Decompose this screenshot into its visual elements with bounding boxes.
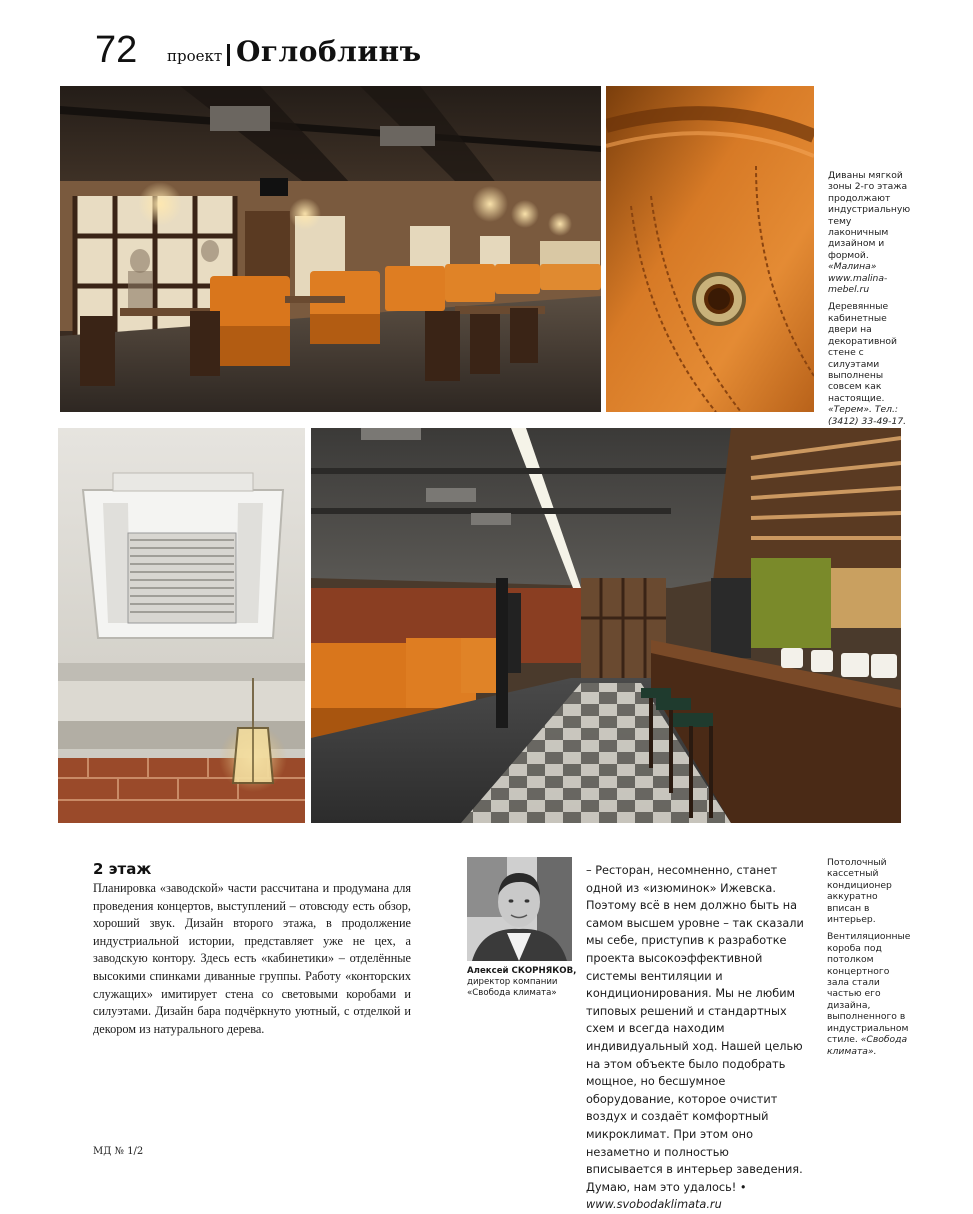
bar-hall-photo [311,428,901,823]
caption-ducts: Вентиляционные короба под потолком концертного зала стали частью его дизайна, выполненного в индустриальном стиле. [827,931,911,1046]
caption-air-conditioner: Потолочный кассетный кондиционер аккуратно вписан в интерьер. [827,857,892,926]
side-mark [930,1138,938,1162]
hall-photo [60,86,601,412]
caption-doors-credit: «Терем». Тел.: (3412) 33-49-17. [828,404,907,427]
caption-ducts-credit: «Свобода климата». [827,1034,908,1057]
person-caption [467,966,587,999]
person-name: Алексей СКОРНЯКОВ, [467,966,577,976]
caption-doors: Деревянные кабинетные двери на декоративной стене с силуэтами выполнены совсем как настоящие. [828,301,897,404]
caption-top-right [828,170,911,433]
caption-sofas: Диваны мягкой зоны 2-го этажа продолжают индустриальную тему лаконичным дизайном и формой. [828,170,911,261]
leather-closeup-photo [606,86,814,412]
director-quote [586,862,808,1214]
quote-text: – Ресторан, несомненно, станет одной из «изюминок» Ижевска. Поэтому всё в нем должно быть на самом высшем уровне – так сказали мы себе, приступив к разработке проекта высокоэффективной системы вентиляции и кондиционирования. Мы не любим типовых решений и стандартных схем и всегда находим индивидуальный ход. Нашей целью на этом объекте было подобрать мощное, но бесшумное оборудование, которое очистит воздух и создаёт комфортный микроклимат. При этом оно незаметно и полностью вписывается в интерьер заведения. Думаю, нам это удалось! • [586,864,804,1194]
header-divider [227,44,230,66]
page-number: 72 [95,29,138,71]
caption-sofas-credit: «Малина» www.malina-mebel.ru [828,261,888,296]
issue-number: МД № 1/2 [93,1146,144,1157]
caption-bottom-right [827,857,909,1063]
section-label: проект [167,47,223,65]
portrait-photo [467,857,572,961]
article-heading: 2 этаж [93,860,152,878]
article-body: Планировка «заводской» части рассчитана и продумана для проведения концертов, выступлений – отовсюду есть обзор, хороший звук. Дизайн второго этажа, в продолжение индустриальной истории, представляет уже не цех, а заводскую контору. Здесь есть «кабинетики» – отделённые высокими спинками диванные группы. Работу «конторских служащих» имитирует стена со световыми коробами и силуэтами. Дизайн бара подчёркнуто уютный, с отделкой и декором из натурального дерева. [93,881,411,1036]
person-title: директор компании «Свобода климата» [467,977,558,998]
company-url: www.svobodaklimata.ru [586,1198,722,1212]
air-conditioner-photo [58,428,305,823]
brand-title: Оглоблинъ [236,35,422,68]
